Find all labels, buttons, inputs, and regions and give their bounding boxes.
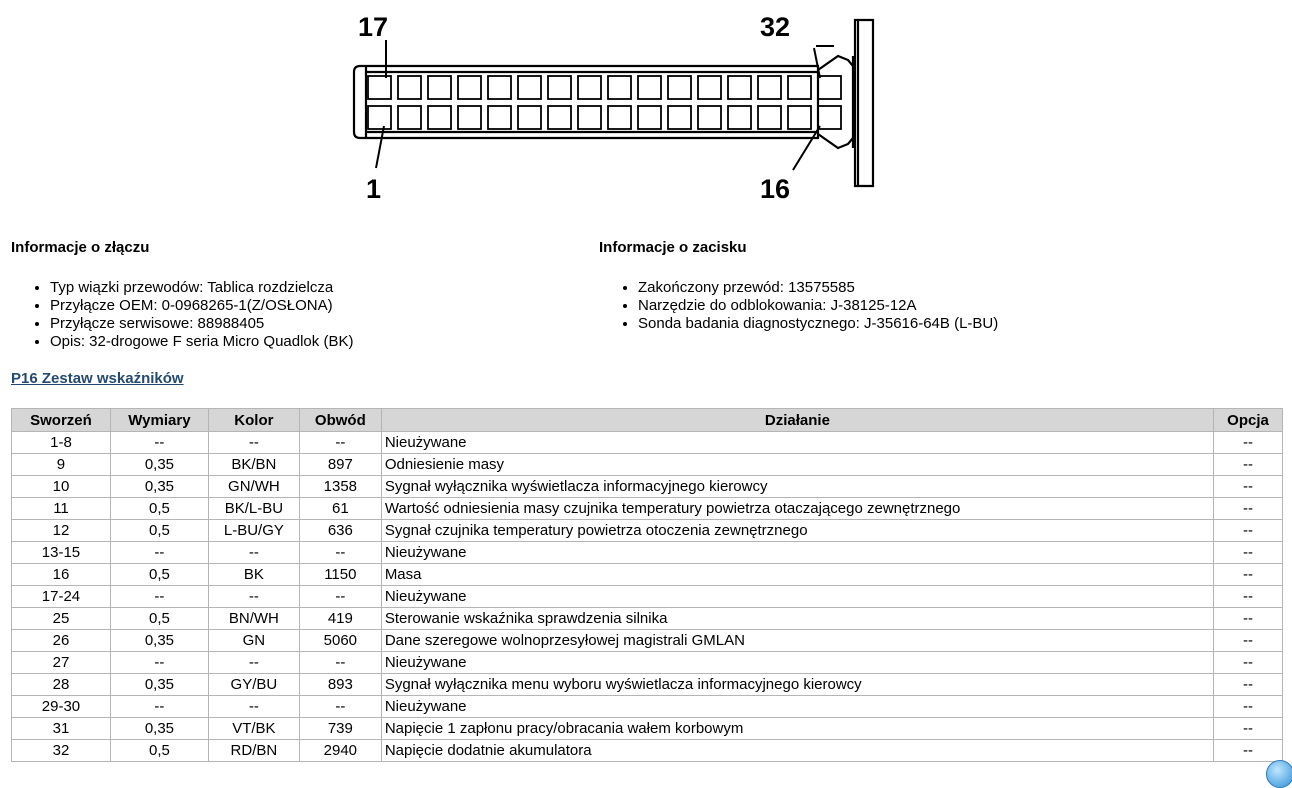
cell-option: -- [1214, 432, 1283, 454]
cell-option: -- [1214, 630, 1283, 652]
cell-function: Masa [381, 564, 1213, 586]
pin-cavity [518, 106, 541, 129]
cell-color: GY/BU [208, 674, 299, 696]
cell-size: 0,5 [110, 608, 208, 630]
pin-cavity [488, 106, 511, 129]
cell-option: -- [1214, 740, 1283, 762]
cell-pin: 13-15 [12, 542, 111, 564]
cell-circuit: 419 [299, 608, 381, 630]
table-row [12, 432, 1283, 454]
cell-pin: 10 [12, 476, 111, 498]
pin-label-16: 16 [760, 174, 791, 204]
cell-size: -- [110, 696, 208, 718]
component-link[interactable]: P16 Zestaw wskaźników [11, 370, 184, 387]
connector-info [11, 239, 353, 351]
list-item: • Przyłącze OEM: 0-0968265-1(Z/OSŁONA) [50, 297, 353, 315]
pin-table [11, 408, 1283, 762]
cell-color: BN/WH [208, 608, 299, 630]
pin-cavity [788, 76, 811, 99]
cell-function: Wartość odniesienia masy czujnika temperatury powietrza otaczającego zewnętrznego [381, 498, 1213, 520]
table-row [12, 498, 1283, 520]
cell-function: Sterowanie wskaźnika sprawdzenia silnika [381, 608, 1213, 630]
cell-circuit: -- [299, 432, 381, 454]
cell-function: Nieużywane [381, 652, 1213, 674]
header-color: Kolor [208, 409, 299, 432]
cell-function: Nieużywane [381, 432, 1213, 454]
header-circuit: Obwód [299, 409, 381, 432]
pin-cavity [788, 106, 811, 129]
cell-option: -- [1214, 652, 1283, 674]
table-row [12, 542, 1283, 564]
table-row [12, 652, 1283, 674]
cell-circuit: 636 [299, 520, 381, 542]
cell-function: Sygnał wyłącznika wyświetlacza informacyjnego kierowcy [381, 476, 1213, 498]
header-size: Wymiary [110, 409, 208, 432]
pin-cavity [698, 76, 721, 99]
pin-cavity [668, 106, 691, 129]
cell-pin: 31 [12, 718, 111, 740]
table-row [12, 718, 1283, 740]
cell-circuit: 5060 [299, 630, 381, 652]
cell-circuit: -- [299, 586, 381, 608]
pin-cavity [728, 106, 751, 129]
cell-size: 0,5 [110, 740, 208, 762]
pin-cavity [578, 76, 601, 99]
cell-size: 0,35 [110, 454, 208, 476]
cell-function: Odniesienie masy [381, 454, 1213, 476]
pin-cavity [668, 76, 691, 99]
cell-pin: 1-8 [12, 432, 111, 454]
cell-option: -- [1214, 586, 1283, 608]
cell-size: 0,5 [110, 564, 208, 586]
cell-option: -- [1214, 542, 1283, 564]
cell-size: 0,5 [110, 520, 208, 542]
cell-pin: 27 [12, 652, 111, 674]
help-bubble-icon[interactable] [1266, 760, 1292, 788]
list-item: • Opis: 32-drogowe F seria Micro Quadlok (BK) [50, 333, 353, 351]
table-row [12, 454, 1283, 476]
cell-circuit: -- [299, 652, 381, 674]
list-item: • Zakończony przewód: 13575585 [638, 279, 998, 297]
pin-cavity [428, 76, 451, 99]
cell-function: Nieużywane [381, 696, 1213, 718]
cell-size: 0,5 [110, 498, 208, 520]
cell-option: -- [1214, 564, 1283, 586]
pin-cavity [368, 76, 391, 99]
cell-pin: 16 [12, 564, 111, 586]
cell-pin: 28 [12, 674, 111, 696]
pin-cavity [818, 76, 841, 99]
cell-color: -- [208, 696, 299, 718]
header-function: Działanie [381, 409, 1213, 432]
cell-color: -- [208, 652, 299, 674]
cell-circuit: 61 [299, 498, 381, 520]
cell-circuit: -- [299, 542, 381, 564]
cell-circuit: 1358 [299, 476, 381, 498]
list-item: • Przyłącze serwisowe: 88988405 [50, 315, 353, 333]
cell-function: Sygnał wyłącznika menu wyboru wyświetlacza informacyjnego kierowcy [381, 674, 1213, 696]
list-item: • Typ wiązki przewodów: Tablica rozdzielcza [50, 279, 353, 297]
terminal-info-list [599, 279, 998, 333]
cell-circuit: 893 [299, 674, 381, 696]
cell-function: Napięcie 1 zapłonu pracy/obracania wałem korbowym [381, 718, 1213, 740]
cell-option: -- [1214, 454, 1283, 476]
cell-color: BK/L-BU [208, 498, 299, 520]
pin-cavity [638, 106, 661, 129]
cell-circuit: 2940 [299, 740, 381, 762]
cell-function: Dane szeregowe wolnoprzesyłowej magistrali GMLAN [381, 630, 1213, 652]
connector-diagram [348, 8, 888, 208]
terminal-info [599, 239, 998, 333]
pin-cavity [488, 76, 511, 99]
cell-pin: 25 [12, 608, 111, 630]
cell-size: 0,35 [110, 674, 208, 696]
pin-label-32: 32 [760, 12, 791, 42]
cell-color: -- [208, 586, 299, 608]
cell-size: 0,35 [110, 718, 208, 740]
pin-cavity [398, 106, 421, 129]
cell-size: -- [110, 432, 208, 454]
cell-pin: 17-24 [12, 586, 111, 608]
cell-pin: 26 [12, 630, 111, 652]
cell-color: RD/BN [208, 740, 299, 762]
cell-option: -- [1214, 520, 1283, 542]
pin-cavity [698, 106, 721, 129]
list-item: • Narzędzie do odblokowania: J-38125-12A [638, 297, 998, 315]
pin-cavity [428, 106, 451, 129]
header-pin: Sworzeń [12, 409, 111, 432]
pin-cavity [578, 106, 601, 129]
table-row [12, 608, 1283, 630]
cell-pin: 11 [12, 498, 111, 520]
table-row [12, 740, 1283, 762]
pin-cavity [458, 106, 481, 129]
table-row [12, 476, 1283, 498]
cell-color: GN/WH [208, 476, 299, 498]
header-option: Opcja [1214, 409, 1283, 432]
connector-info-list [11, 279, 353, 351]
cell-pin: 32 [12, 740, 111, 762]
cell-circuit: -- [299, 696, 381, 718]
table-row [12, 630, 1283, 652]
pin-cavity [818, 106, 841, 129]
pin-cavity [458, 76, 481, 99]
table-row [12, 586, 1283, 608]
pin-cavity [638, 76, 661, 99]
cell-circuit: 897 [299, 454, 381, 476]
cell-size: 0,35 [110, 630, 208, 652]
pin-cavity [758, 106, 781, 129]
pin-cavity [728, 76, 751, 99]
pin-cavity [548, 76, 571, 99]
cell-pin: 9 [12, 454, 111, 476]
pin-cavity [548, 106, 571, 129]
pin-label-17: 17 [358, 12, 389, 42]
cell-option: -- [1214, 674, 1283, 696]
cell-color: L-BU/GY [208, 520, 299, 542]
cell-color: -- [208, 542, 299, 564]
connector-info-title: Informacje o złączu [11, 239, 150, 256]
cell-pin: 29-30 [12, 696, 111, 718]
cell-size: -- [110, 542, 208, 564]
cell-option: -- [1214, 498, 1283, 520]
cell-function: Sygnał czujnika temperatury powietrza otoczenia zewnętrznego [381, 520, 1213, 542]
pin-cavity [398, 76, 421, 99]
pin-cavity [758, 76, 781, 99]
cell-color: VT/BK [208, 718, 299, 740]
cell-function: Nieużywane [381, 586, 1213, 608]
cell-option: -- [1214, 696, 1283, 718]
cell-function: Napięcie dodatnie akumulatora [381, 740, 1213, 762]
pin-cavity [518, 76, 541, 99]
terminal-info-title: Informacje o zacisku [599, 239, 747, 256]
table-row [12, 674, 1283, 696]
cell-color: BK/BN [208, 454, 299, 476]
table-row [12, 520, 1283, 542]
list-item: • Sonda badania diagnostycznego: J-35616-64B (L-BU) [638, 315, 998, 333]
cell-circuit: 739 [299, 718, 381, 740]
cell-color: -- [208, 432, 299, 454]
cell-size: -- [110, 652, 208, 674]
pin-cavity [608, 76, 631, 99]
cell-option: -- [1214, 608, 1283, 630]
table-body [12, 432, 1283, 762]
cell-circuit: 1150 [299, 564, 381, 586]
pin-cavity [608, 106, 631, 129]
cell-size: -- [110, 586, 208, 608]
cell-pin: 12 [12, 520, 111, 542]
cell-color: BK [208, 564, 299, 586]
table-row [12, 564, 1283, 586]
pin-label-1: 1 [366, 174, 382, 204]
cell-option: -- [1214, 718, 1283, 740]
cell-option: -- [1214, 476, 1283, 498]
pin-cavity [368, 106, 391, 129]
cell-color: GN [208, 630, 299, 652]
cell-function: Nieużywane [381, 542, 1213, 564]
cell-size: 0,35 [110, 476, 208, 498]
table-row [12, 696, 1283, 718]
table-header-row [12, 409, 1283, 432]
